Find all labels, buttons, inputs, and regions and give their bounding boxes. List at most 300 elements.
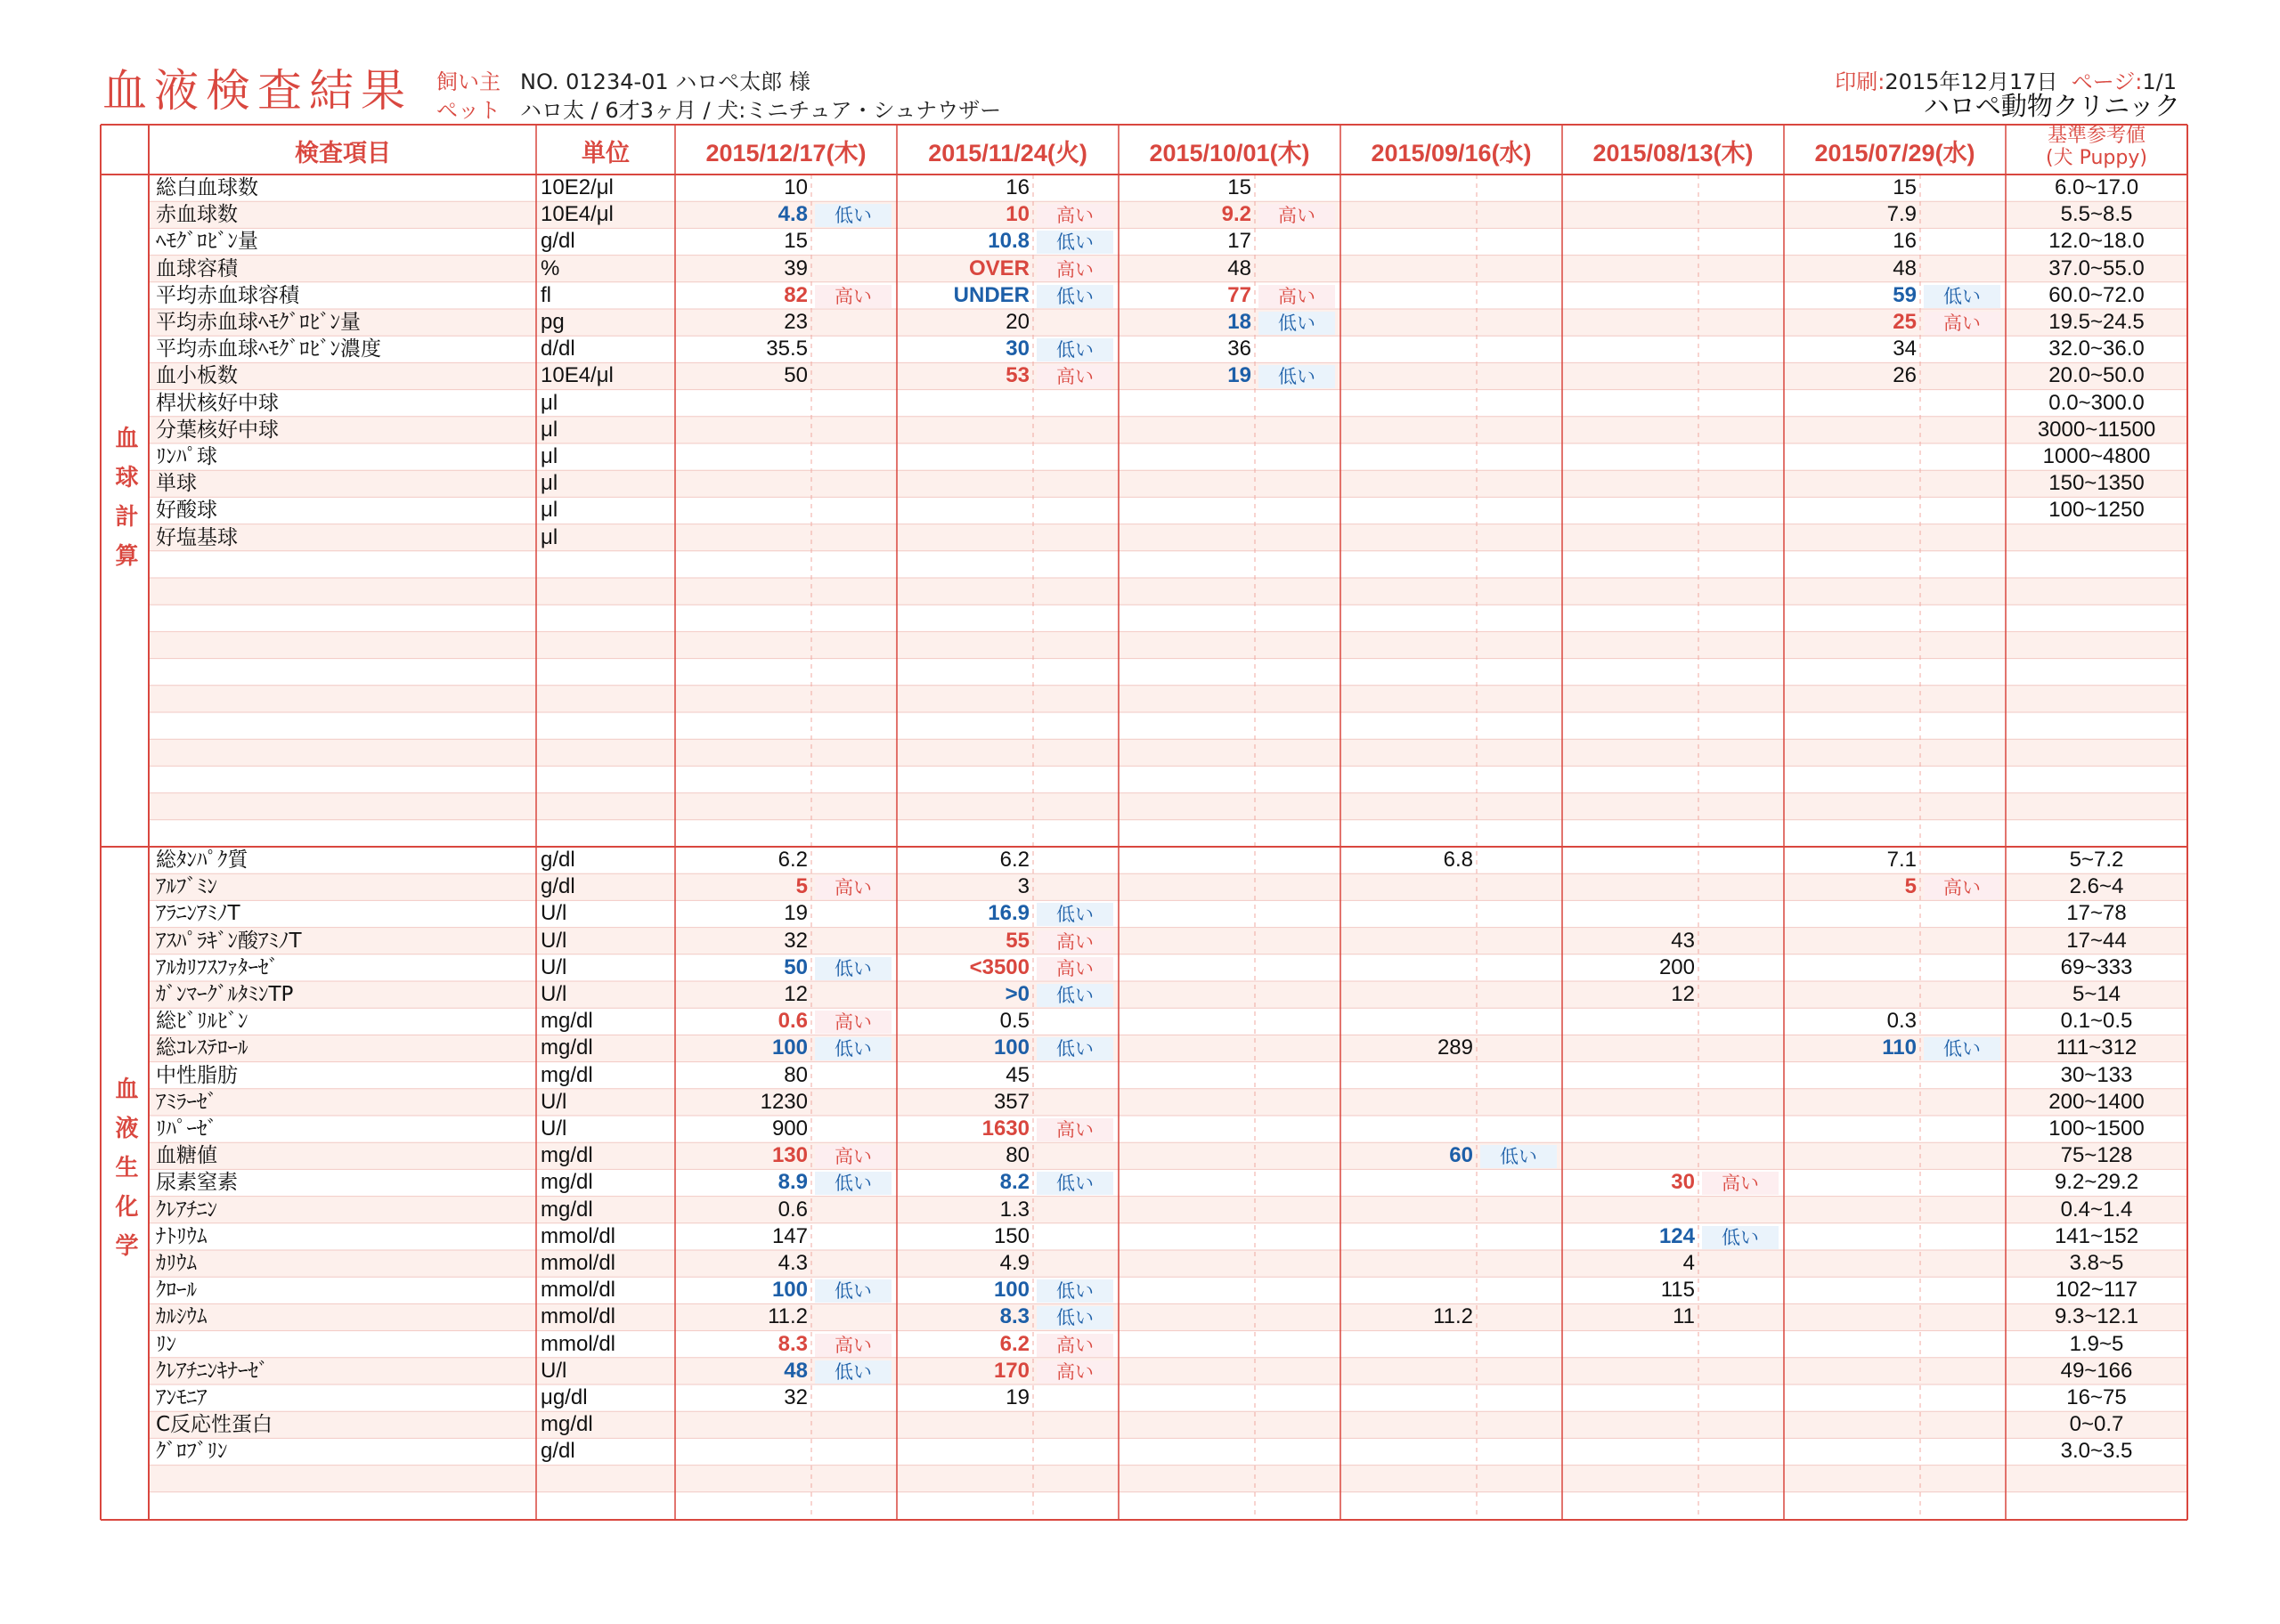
reference-range: 32.0~36.0 [2048,337,2145,361]
result-value [1340,1089,1473,1116]
reference-range: 3000~11500 [2037,417,2156,442]
result-value: 1.3 [999,1197,1030,1222]
result-value [1562,900,1695,927]
result-value [897,417,1030,443]
ref-header-line1: 基準参考値 [2047,125,2146,147]
low-flag: 低い [815,1279,892,1303]
result-value: 0.6 [778,1197,808,1222]
result-value [897,1411,1030,1438]
column-header-date-1: 2015/12/17(木) [705,140,867,166]
test-item-name: 平均赤血球ﾍﾓｸﾞﾛﾋﾞﾝ濃度 [156,337,381,361]
result-value [1340,900,1473,927]
result-value: 48 [784,1358,808,1383]
result-value: 115 [1660,1278,1695,1303]
reference-range: 49~166 [2060,1358,2133,1383]
test-unit: g/dl [541,229,575,254]
test-unit: mg/dl [541,1035,593,1060]
result-value: 16.9 [988,901,1030,926]
test-item-name: ﾘﾊﾟｰｾﾞ [156,1117,217,1141]
test-unit: U/l [541,1358,567,1383]
reference-range: 17~44 [2066,928,2127,953]
test-item-name: 尿素窒素 [156,1171,238,1195]
result-value [1119,928,1251,954]
result-value [675,390,808,417]
result-value: 1230 [760,1089,808,1114]
result-value [1562,1116,1695,1142]
test-unit: μl [541,417,558,442]
column-header-date-4: 2015/09/16(水) [1371,140,1532,166]
result-value [1784,900,1917,927]
reference-range: 1.9~5 [2069,1331,2124,1356]
result-value [1119,1223,1251,1250]
low-flag: 低い [1037,1279,1113,1303]
result-value [1119,1116,1251,1142]
test-unit: μl [541,498,558,523]
low-flag: 低い [1037,285,1113,308]
result-value [1119,443,1251,470]
reference-range: 30~133 [2060,1062,2133,1087]
result-value: OVER [968,256,1030,280]
result-value [1562,1384,1695,1411]
result-value [1119,1358,1251,1384]
test-unit: U/l [541,901,567,926]
result-value [1784,1169,1917,1196]
column-header-date-3: 2015/10/01(木) [1149,140,1310,166]
low-flag: 低い [1037,1037,1113,1060]
high-flag: 高い [1037,1360,1113,1384]
result-value: 19 [1006,1385,1030,1409]
result-value: 11.2 [768,1304,808,1329]
result-value [1784,1358,1917,1384]
test-unit: U/l [541,954,567,979]
test-item-name: ﾘﾝﾊﾟ球 [156,445,217,468]
result-value [1562,282,1695,309]
result-value: 6.2 [999,1331,1030,1356]
result-value: 17 [1227,229,1251,254]
result-value [1562,443,1695,470]
row-stripe [149,793,2187,820]
test-unit: pg [541,310,565,334]
test-unit: fl [541,282,551,307]
result-value [1119,1411,1251,1438]
result-value [675,497,808,524]
result-value: 6.2 [999,848,1030,872]
result-value: 147 [771,1223,808,1248]
result-value [1340,443,1473,470]
test-item-name: 桿状核好中球 [156,391,279,415]
test-unit: mmol/dl [541,1278,616,1303]
result-value [1340,1250,1473,1277]
test-unit: mg/dl [541,1170,593,1195]
result-value: 15 [1227,175,1251,199]
test-item-name: 赤血球数 [156,203,238,227]
result-value [1562,175,1695,201]
pet-value: ハロ太 / 6才3ヶ月 / 犬:ミニチュア・シュナウザー [520,98,1002,123]
reference-range: 19.5~24.5 [2048,310,2145,334]
result-value [1562,309,1695,336]
high-flag: 高い [815,876,892,899]
result-value [1119,1008,1251,1035]
result-value [1784,1331,1917,1358]
test-item-name: 血小板数 [156,364,238,388]
test-unit: mmol/dl [541,1331,616,1356]
test-item-name: ｱｽﾊﾟﾗｷﾞﾝ酸ｱﾐﾉT [156,929,302,953]
result-value [1119,1035,1251,1061]
test-item-name: ﾅﾄﾘｳﾑ [156,1224,208,1248]
result-value: 7.1 [1886,848,1917,872]
result-value [1340,390,1473,417]
test-item-name: 平均赤血球容積 [156,283,299,307]
row-stripe [149,578,2187,605]
reference-range: 37.0~55.0 [2048,256,2145,280]
result-value [1562,1331,1695,1358]
result-value [1784,1197,1917,1223]
result-value: 10.8 [988,229,1030,254]
result-value: 10 [1006,202,1030,227]
reference-range: 16~75 [2066,1385,2127,1409]
low-flag: 低い [1924,1037,2000,1060]
high-flag: 高い [1702,1172,1779,1195]
section-label-biochem: 血液生化学 [111,1076,138,1272]
result-value [1562,256,1695,282]
test-unit: μl [541,390,558,415]
result-value [675,524,808,551]
result-value: 900 [771,1116,808,1141]
result-value [1119,1142,1251,1169]
result-value [897,390,1030,417]
result-value [1119,1303,1251,1330]
result-value [675,1411,808,1438]
result-value: 80 [1006,1143,1030,1168]
low-flag: 低い [815,1037,892,1060]
reference-range: 0.4~1.4 [2060,1197,2133,1222]
result-value [1784,1089,1917,1116]
test-item-name: ｱﾙﾌﾞﾐﾝ [156,875,217,899]
result-value [1562,1142,1695,1169]
reference-range [2006,524,2187,551]
high-flag: 高い [1037,1118,1113,1141]
result-value [1119,1089,1251,1116]
section-label-cbc: 血球計算 [111,425,138,582]
reference-range: 60.0~72.0 [2048,282,2145,307]
test-unit: 10E2/μl [541,175,614,199]
result-value: 30 [1671,1170,1695,1195]
result-value [897,524,1030,551]
result-value [1784,1303,1917,1330]
reference-range: 3.8~5 [2069,1251,2124,1275]
test-item-name: 中性脂肪 [156,1063,238,1087]
test-item-name: ｶﾙｼｳﾑ [156,1305,208,1329]
reference-range: 200~1400 [2048,1089,2145,1114]
result-value [1340,309,1473,336]
result-value [1784,1116,1917,1142]
test-unit: mg/dl [541,1143,593,1168]
result-value [1340,470,1473,497]
reference-range: 102~117 [2055,1278,2138,1303]
result-value [1340,282,1473,309]
test-unit: mg/dl [541,1009,593,1034]
result-value: 32 [784,1385,808,1409]
result-value: 357 [993,1089,1030,1114]
high-flag: 高い [1258,204,1335,227]
result-value: 1630 [981,1116,1030,1141]
result-value [1562,1035,1695,1061]
test-item-name: ｶﾞﾝﾏｰｸﾞﾙﾀﾐﾝTP [156,983,294,1006]
result-value [1119,1277,1251,1303]
reference-range: 111~312 [2056,1035,2138,1060]
result-value: 10 [784,175,808,199]
high-flag: 高い [815,1011,892,1034]
result-value: 34 [1893,337,1917,361]
column-header-date-5: 2015/08/13(木) [1592,140,1754,166]
result-value: 100 [771,1278,808,1303]
test-item-name: 総白血球数 [156,176,258,199]
reference-range: 0.1~0.5 [2060,1009,2133,1034]
low-flag: 低い [815,957,892,980]
result-value: 3 [1017,874,1030,899]
result-value: 0.5 [999,1009,1030,1034]
test-unit: mmol/dl [541,1223,616,1248]
test-item-name: ｸﾛｰﾙ [156,1279,197,1303]
result-value [1562,1438,1695,1465]
result-value [1784,981,1917,1008]
result-value: 26 [1893,363,1917,388]
test-item-name: ｶﾘｳﾑ [156,1252,197,1275]
result-value: 12 [784,982,808,1006]
result-value [1119,417,1251,443]
test-item-name: 平均赤血球ﾍﾓｸﾞﾛﾋﾞﾝ量 [156,311,361,334]
result-value [1562,1008,1695,1035]
row-stripe [149,686,2187,712]
result-value [1340,1116,1473,1142]
result-value: 19 [1227,363,1251,388]
reference-range: 100~1500 [2048,1116,2145,1141]
result-value [1340,1008,1473,1035]
reference-range: 1000~4800 [2042,444,2151,468]
page-number: 1/1 [2142,69,2177,94]
low-flag: 低い [1037,903,1113,926]
high-flag: 高い [1037,258,1113,281]
result-value [1340,1223,1473,1250]
result-value: UNDER [953,282,1030,307]
result-value: 8.9 [778,1170,808,1195]
result-value: 4.8 [778,202,808,227]
result-value [1784,1411,1917,1438]
result-value: 100 [993,1278,1030,1303]
test-item-name: 総ｺﾚｽﾃﾛｰﾙ [156,1036,248,1060]
reference-range: 5~14 [2072,982,2121,1006]
result-value: 53 [1006,363,1030,388]
test-unit: U/l [541,1089,567,1114]
high-flag: 高い [1924,876,2000,899]
low-flag: 低い [815,204,892,227]
reference-range: 5~7.2 [2069,848,2124,872]
result-value [1340,256,1473,282]
result-value [1562,336,1695,362]
result-value: 5 [795,874,808,899]
result-value [1784,417,1917,443]
result-value: 18 [1227,310,1251,334]
test-item-name: 分葉核好中球 [156,418,279,442]
column-header-item: 検査項目 [295,140,391,166]
low-flag: 低い [1924,285,2000,308]
result-value: 0.6 [778,1009,808,1034]
result-value [1562,201,1695,228]
result-value [675,443,808,470]
high-flag: 高い [1037,957,1113,980]
result-value [1784,1223,1917,1250]
test-unit: U/l [541,928,567,953]
test-unit: g/dl [541,1439,575,1464]
result-value [1562,497,1695,524]
result-value [1119,981,1251,1008]
test-unit: g/dl [541,874,575,899]
result-value: 19 [784,901,808,926]
result-value [1784,1384,1917,1411]
test-item-name: ﾍﾓｸﾞﾛﾋﾞﾝ量 [156,230,258,254]
result-value: 48 [1893,256,1917,280]
result-value [1562,1358,1695,1384]
result-value [1340,1438,1473,1465]
ref-header-line2: (犬 Puppy) [2046,147,2147,169]
test-unit: mg/dl [541,1197,593,1222]
result-value: 50 [784,954,808,979]
test-item-name: 好塩基球 [156,525,238,549]
reference-range: 9.2~29.2 [2054,1170,2139,1195]
test-unit: U/l [541,982,567,1006]
result-value: 50 [784,363,808,388]
result-value [1119,497,1251,524]
result-value: 289 [1437,1035,1473,1060]
low-flag: 低い [1037,231,1113,254]
result-value [1784,1277,1917,1303]
result-value [1119,1331,1251,1358]
test-unit: μl [541,524,558,549]
result-value: 16 [1893,229,1917,254]
reference-range: 100~1250 [2048,498,2145,523]
report-title: 血液検査結果 [102,65,412,117]
result-value: 82 [784,282,808,307]
result-value: 124 [1658,1223,1695,1248]
result-value [1340,175,1473,201]
result-value [1340,1358,1473,1384]
test-unit: % [541,256,560,280]
test-unit: μg/dl [541,1385,588,1409]
reference-range: 0.0~300.0 [2048,390,2145,415]
test-item-name: ｱﾙｶﾘﾌｽﾌｧﾀｰｾﾞ [156,955,279,979]
high-flag: 高い [1037,204,1113,227]
result-value: <3500 [969,954,1030,979]
low-flag: 低い [1037,984,1113,1007]
result-value: 45 [1006,1062,1030,1087]
result-value [1340,873,1473,900]
result-value [675,1438,808,1465]
reference-range: 75~128 [2060,1143,2133,1168]
low-flag: 低い [1037,1306,1113,1329]
result-value [1562,362,1695,389]
test-item-name: 血球容積 [156,256,238,280]
result-value: 130 [771,1143,808,1168]
result-value [1562,1411,1695,1438]
result-value [1562,470,1695,497]
result-value [1340,228,1473,255]
result-value: 0.3 [1886,1009,1917,1034]
row-stripe [149,631,2187,658]
result-value [1119,1197,1251,1223]
result-value [1340,1197,1473,1223]
result-value: 80 [784,1062,808,1087]
result-value [1784,470,1917,497]
result-value [1784,1062,1917,1089]
low-flag: 低い [1037,338,1113,361]
result-value [1340,1277,1473,1303]
result-value: 4.3 [778,1251,808,1275]
result-value: 32 [784,928,808,953]
result-value: 8.3 [778,1331,808,1356]
result-value [1119,847,1251,873]
test-item-name: 単球 [156,472,197,496]
test-item-name: ｸﾞﾛﾌﾞﾘﾝ [156,1440,228,1464]
result-value [1119,873,1251,900]
result-value: >0 [1005,982,1030,1006]
result-value: 39 [784,256,808,280]
reference-range: 6.0~17.0 [2054,175,2139,199]
result-value [897,443,1030,470]
result-value [1562,228,1695,255]
result-value [1340,954,1473,981]
result-value: 59 [1893,282,1917,307]
result-value: 15 [784,229,808,254]
result-value [1119,390,1251,417]
result-value [1562,1089,1695,1116]
result-value [1340,201,1473,228]
result-value [1562,1197,1695,1223]
result-value: 60 [1449,1143,1473,1168]
low-flag: 低い [1258,312,1335,335]
result-value: 16 [1006,175,1030,199]
result-value [1562,524,1695,551]
result-value: 100 [993,1035,1030,1060]
test-unit: mmol/dl [541,1251,616,1275]
test-item-name: ｱﾐﾗｰｾﾞ [156,1090,217,1114]
row-stripe [149,739,2187,766]
reference-range: 12.0~18.0 [2048,229,2145,254]
column-header-ref [2006,125,2187,169]
low-flag: 低い [1702,1226,1779,1249]
pet-label: ペット [436,98,501,123]
high-flag: 高い [1924,312,2000,335]
result-value [1340,417,1473,443]
result-value [1340,1331,1473,1358]
test-unit: μl [541,444,558,468]
result-value: 6.8 [1443,848,1473,872]
result-value: 4 [1682,1251,1695,1275]
high-flag: 高い [1037,1334,1113,1357]
result-value: 15 [1893,175,1917,199]
result-value: 110 [1882,1035,1917,1060]
reference-range: 20.0~50.0 [2048,363,2145,388]
high-flag: 高い [815,1334,892,1357]
result-value [1119,954,1251,981]
high-flag: 高い [1258,285,1335,308]
low-flag: 低い [1480,1145,1557,1168]
result-value: 5 [1904,874,1917,899]
result-value [1784,390,1917,417]
result-value [897,497,1030,524]
low-flag: 低い [815,1172,892,1195]
result-value [1340,1384,1473,1411]
test-item-name: ｱﾗﾆﾝｱﾐﾉT [156,902,240,926]
